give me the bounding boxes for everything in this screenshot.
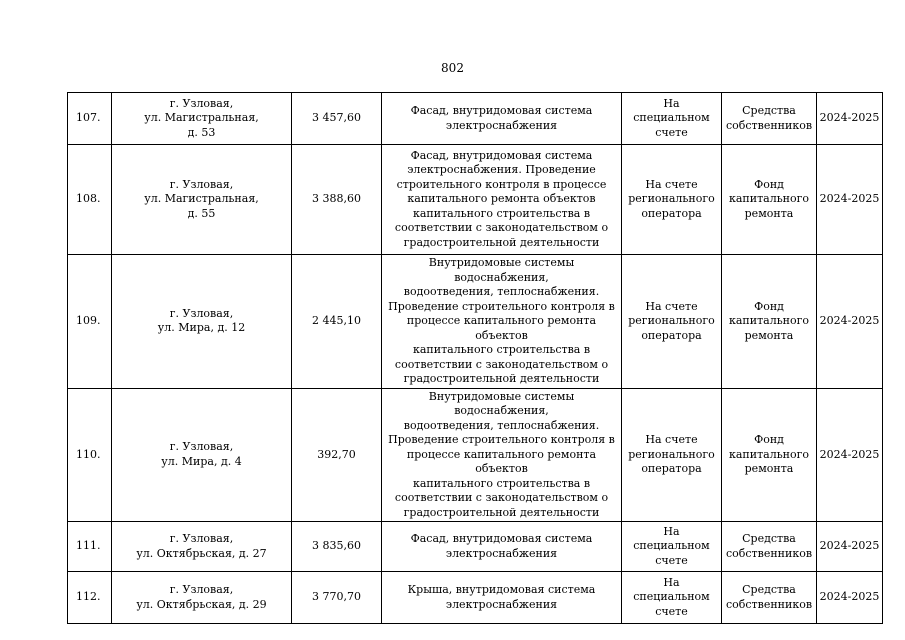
table-row xyxy=(68,522,883,572)
page-number: 802 xyxy=(441,61,464,75)
account-cell: На специальном счете xyxy=(622,572,722,624)
period-cell: 2024-2025 xyxy=(817,572,883,624)
period-cell: 2024-2025 xyxy=(817,255,883,389)
account-cell: На счете регионального оператора xyxy=(622,388,722,522)
amount-cell: 392,70 xyxy=(292,388,382,522)
funding-cell: Фонд капитального ремонта xyxy=(722,255,817,389)
table-row xyxy=(68,145,883,255)
amount-cell: 3 388,60 xyxy=(292,145,382,255)
table-body xyxy=(68,93,883,624)
period-cell: 2024-2025 xyxy=(817,388,883,522)
works-cell: Внутридомовые системы водоснабжения, водоотведения, теплоснабжения. Проведение строительного контроля в процессе капитального ремонта объектов капитального строительства в соответствии с законодательством о градостроительной деятельности xyxy=(382,255,622,389)
account-cell: На счете регионального оператора xyxy=(622,255,722,389)
address-cell: г. Узловая, ул. Мира, д. 12 xyxy=(112,255,292,389)
funding-cell: Средства собственников xyxy=(722,572,817,624)
row-number: 110. xyxy=(68,388,112,522)
works-cell: Фасад, внутридомовая система электроснабжения xyxy=(382,93,622,145)
period-cell: 2024-2025 xyxy=(817,145,883,255)
amount-cell: 3 457,60 xyxy=(292,93,382,145)
period-cell: 2024-2025 xyxy=(817,522,883,572)
account-cell: На специальном счете xyxy=(622,93,722,145)
row-number: 108. xyxy=(68,145,112,255)
address-cell: г. Узловая, ул. Октябрьская, д. 29 xyxy=(112,572,292,624)
capital-repair-table xyxy=(67,92,883,624)
period-cell: 2024-2025 xyxy=(817,93,883,145)
funding-cell: Фонд капитального ремонта xyxy=(722,388,817,522)
row-number: 107. xyxy=(68,93,112,145)
address-cell: г. Узловая, ул. Октябрьская, д. 27 xyxy=(112,522,292,572)
table-row xyxy=(68,572,883,624)
funding-cell: Средства собственников xyxy=(722,522,817,572)
works-cell: Внутридомовые системы водоснабжения, водоотведения, теплоснабжения. Проведение строительного контроля в процессе капитального ремонта объектов капитального строительства в соответствии с законодательством о градостроительной деятельности xyxy=(382,388,622,522)
amount-cell: 3 835,60 xyxy=(292,522,382,572)
funding-cell: Средства собственников xyxy=(722,93,817,145)
address-cell: г. Узловая, ул. Магистральная, д. 53 xyxy=(112,93,292,145)
works-cell: Фасад, внутридомовая система электроснабжения. Проведение строительного контроля в процессе капитального ремонта объектов капитального строительства в соответствии с законодательством о градостроительной деятельности xyxy=(382,145,622,255)
table-row xyxy=(68,255,883,389)
account-cell: На специальном счете xyxy=(622,522,722,572)
row-number: 111. xyxy=(68,522,112,572)
amount-cell: 2 445,10 xyxy=(292,255,382,389)
works-cell: Крыша, внутридомовая система электроснабжения xyxy=(382,572,622,624)
address-cell: г. Узловая, ул. Мира, д. 4 xyxy=(112,388,292,522)
row-number: 112. xyxy=(68,572,112,624)
funding-cell: Фонд капитального ремонта xyxy=(722,145,817,255)
table-row xyxy=(68,388,883,522)
address-cell: г. Узловая, ул. Магистральная, д. 55 xyxy=(112,145,292,255)
row-number: 109. xyxy=(68,255,112,389)
works-cell: Фасад, внутридомовая система электроснабжения xyxy=(382,522,622,572)
account-cell: На счете регионального оператора xyxy=(622,145,722,255)
table-row xyxy=(68,93,883,145)
amount-cell: 3 770,70 xyxy=(292,572,382,624)
